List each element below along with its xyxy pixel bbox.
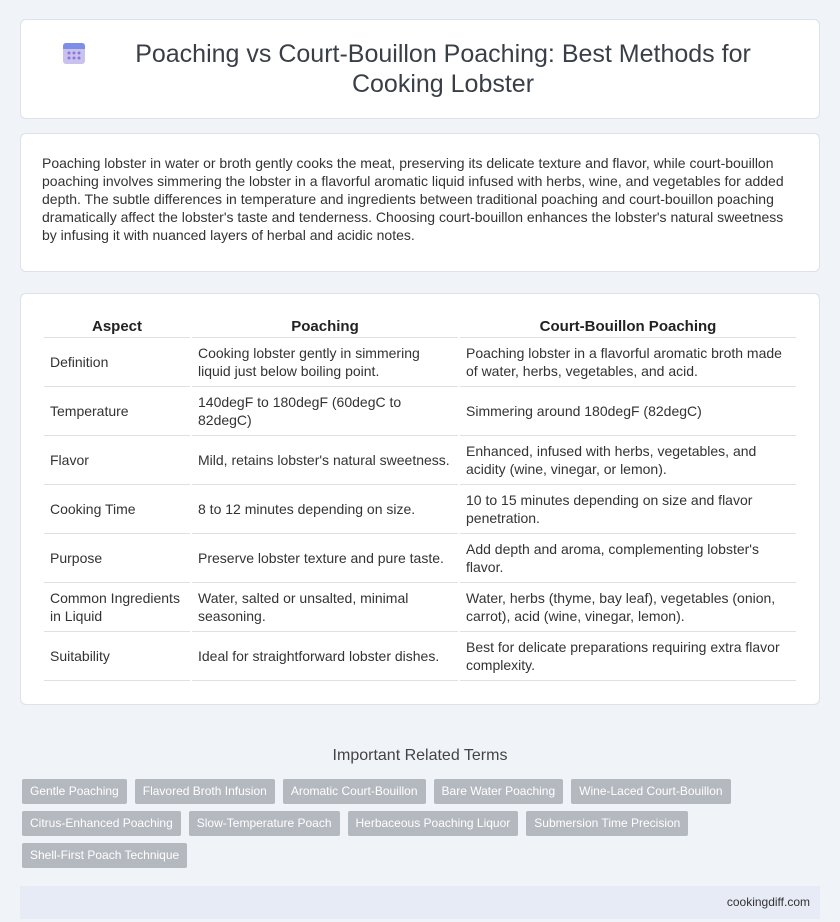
cell-poaching: 140degF to 180degF (60degC to 82degC): [192, 387, 458, 436]
cell-aspect: Suitability: [44, 632, 190, 681]
footer: [20, 886, 820, 919]
cell-court-bouillon: Water, herbs (thyme, bay leaf), vegetables (onion, carrot), acid (wine, vinegar, lemon).: [460, 583, 796, 632]
related-term-tag[interactable]: Herbaceous Poaching Liquor: [348, 811, 519, 836]
related-terms-title: Important Related Terms: [332, 747, 508, 764]
cell-aspect: Purpose: [44, 534, 190, 583]
related-term-tag[interactable]: Wine-Laced Court-Bouillon: [571, 779, 730, 804]
cell-aspect: Cooking Time: [44, 485, 190, 534]
header-card: [20, 19, 820, 119]
table-row: [44, 436, 796, 485]
related-term-tag[interactable]: Aromatic Court-Bouillon: [283, 779, 426, 804]
table-row: [44, 632, 796, 681]
comparison-table: [42, 314, 798, 681]
footer-site-link[interactable]: cookingdiff.com: [726, 895, 810, 909]
related-terms-list: [22, 779, 820, 875]
cell-poaching: Preserve lobster texture and pure taste.: [192, 534, 458, 583]
table-header-row: [44, 314, 796, 338]
cell-aspect: Flavor: [44, 436, 190, 485]
intro-card: [20, 133, 820, 272]
table-row: [44, 583, 796, 632]
related-term-tag[interactable]: Shell-First Poach Technique: [22, 843, 187, 868]
cell-poaching: Mild, retains lobster's natural sweetness.: [192, 436, 458, 485]
related-term-tag[interactable]: Bare Water Poaching: [434, 779, 564, 804]
cell-court-bouillon: Enhanced, infused with herbs, vegetables, and acidity (wine, vinegar, or lemon).: [460, 436, 796, 485]
cell-aspect: Common Ingredients in Liquid: [44, 583, 190, 632]
table-row: [44, 387, 796, 436]
table-row: [44, 534, 796, 583]
header-aspect: Aspect: [44, 314, 190, 338]
cell-court-bouillon: Poaching lobster in a flavorful aromatic broth made of water, herbs, vegetables, and acid.: [460, 338, 796, 387]
related-term-tag[interactable]: Slow-Temperature Poach: [189, 811, 340, 836]
cell-poaching: Ideal for straightforward lobster dishes.: [192, 632, 458, 681]
related-term-tag[interactable]: Citrus-Enhanced Poaching: [22, 811, 181, 836]
comparison-card: [20, 293, 820, 705]
related-term-tag[interactable]: Flavored Broth Infusion: [135, 779, 275, 804]
cell-court-bouillon: Simmering around 180degF (82degC): [460, 387, 796, 436]
header-poaching: Poaching: [192, 314, 458, 338]
related-term-tag[interactable]: Submersion Time Precision: [526, 811, 688, 836]
calendar-icon: [61, 40, 87, 66]
table-row: [44, 485, 796, 534]
cell-poaching: Water, salted or unsalted, minimal seasoning.: [192, 583, 458, 632]
cell-aspect: Temperature: [44, 387, 190, 436]
cell-aspect: Definition: [44, 338, 190, 387]
cell-court-bouillon: 10 to 15 minutes depending on size and flavor penetration.: [460, 485, 796, 534]
intro-text: Poaching lobster in water or broth gently cooks the meat, preserving its delicate texture and flavor, while court-bouillon poaching involves simmering the lobster in a flavorful aromatic liquid infused with herbs, wine, and vegetables for added depth. The subtle differences in temperature and ingredients between traditional poaching and court-bouillon poaching dramatically affect the lobster's taste and tenderness. Choosing court-bouillon enhances the lobster's natural sweetness by infusing it with nuanced layers of herbal and acidic notes.: [42, 155, 784, 243]
header-court-bouillon: Court-Bouillon Poaching: [460, 314, 796, 338]
table-row: [44, 338, 796, 387]
cell-court-bouillon: Best for delicate preparations requiring extra flavor complexity.: [460, 632, 796, 681]
cell-court-bouillon: Add depth and aroma, complementing lobster's flavor.: [460, 534, 796, 583]
page-title: Poaching vs Court-Bouillon Poaching: Best Methods for Cooking Lobster: [135, 40, 751, 98]
cell-poaching: Cooking lobster gently in simmering liquid just below boiling point.: [192, 338, 458, 387]
cell-poaching: 8 to 12 minutes depending on size.: [192, 485, 458, 534]
related-term-tag[interactable]: Gentle Poaching: [22, 779, 127, 804]
